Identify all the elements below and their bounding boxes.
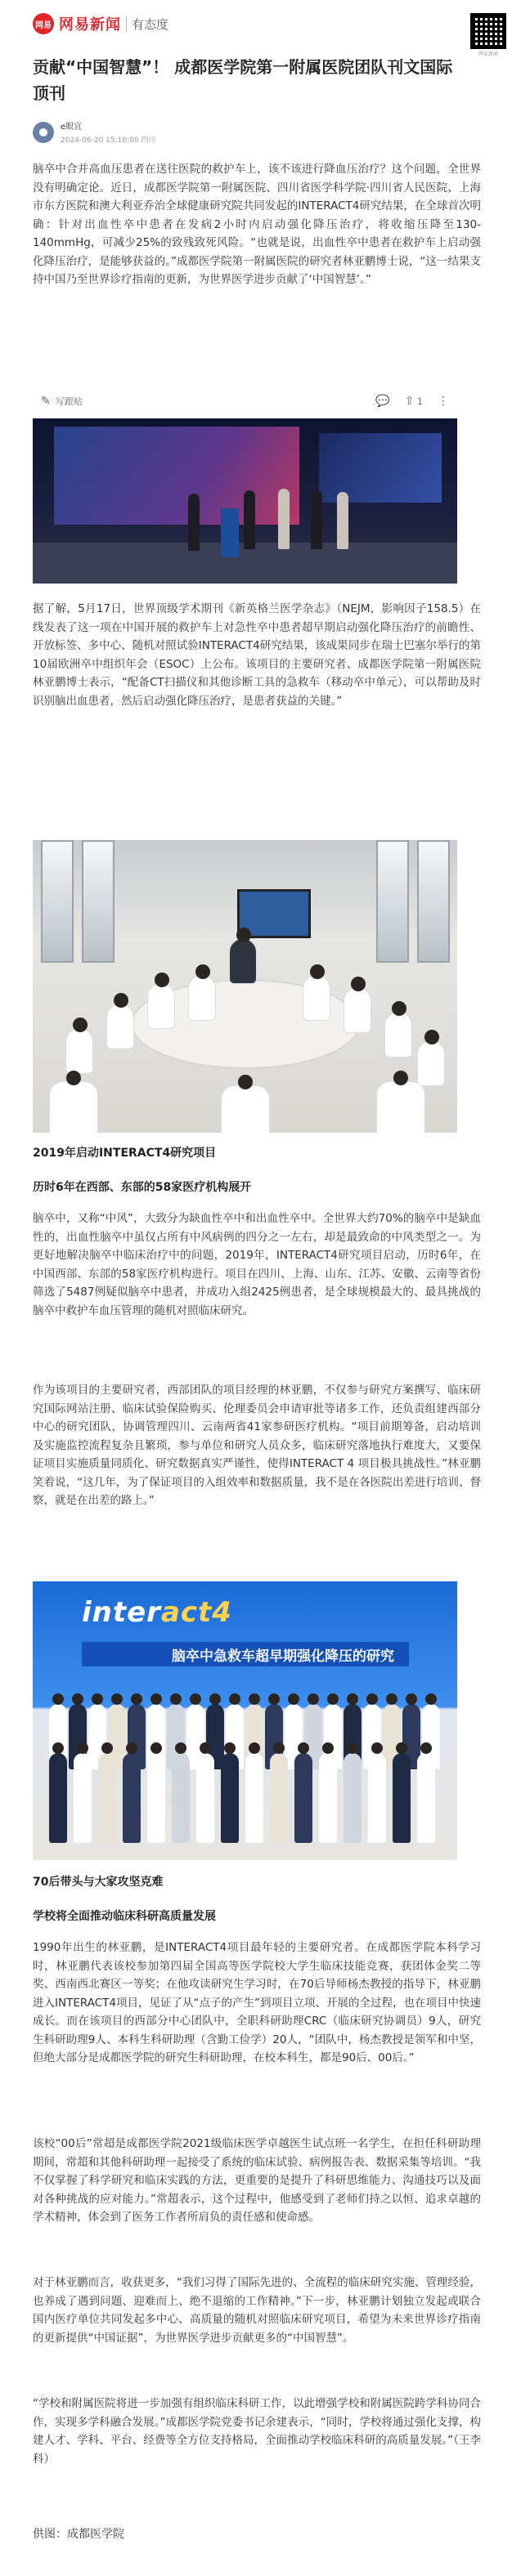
paragraph-background: 脑卒中，又称“中风”，大致分为缺血性卒中和出血性卒中。全世界大约70%的脑卒中是缺血性的，出血性脑卒中虽仅占所有中风病例的四分之一左右，却是最致命的中风类型之一。为更好地解决脑卒中临床治疗中的问题，2019年，INTERACT4研究项目启动，历时6年，在中国西部、东部的58家医疗机构进行。项目在四川、上海、山东、江苏、安徽、云南等省份筛选了5487例疑似脑卒中患者，并成功入组2425例患者，是全球规模最大的、最具挑战的脑卒中救护车血压管理的随机对照临床研究。 [33,1212,481,1317]
attendee-figure [344,987,371,1033]
attendee-figure [384,1012,412,1058]
section-heading-2: 历时6年在西部、东部的58家医疗机构展开 [33,1181,252,1194]
logo-suffix: act4 [160,1596,232,1629]
paragraph-intro: 脑卒中合并高血压患者在送往医院的救护车上，该不该进行降血压治疗？这个问题，全世界没有明确定论。近日，成都医学院第一附属医院、四川省医学科学院·四川省人民医院、上海市东方医院和澳大利亚乔治全球健康研究院共同发起的INTERACT4研究结果，在全球首次明确：针对出血性卒中患者在发病2小时内启动强化降压治疗，将收缩压降至130-140mmHg，可减少25%的致残致死风险。“也就是说，出血性卒中患者在救护车上启动强化降压治疗，是能够获益的。”成都医学院第一附属医院的研究者林亚鹏博士说，“这一结果支持中国乃至世界诊疗指南的更新，为世界医学进步贡献了‘中国智慧’。” [33,163,481,286]
podium [221,508,239,557]
group-member-figure [319,1753,337,1843]
group-member-figure [221,1753,239,1843]
share-count: 1 [417,396,423,407]
video-card[interactable] [33,384,457,584]
qr-code [470,13,506,57]
meeting-photo [33,840,457,1133]
attendee-figure [65,1028,93,1074]
stage-screen-image [319,433,442,503]
author-row [33,119,155,145]
article-title: 贡献“中国智慧”！ 成都医学院第一附属医院团队刊文国际顶刊 [33,57,453,103]
group-member-figure [270,1753,288,1843]
publish-time: 2024-06-20 15:10:00 四川 [61,136,156,145]
window [41,840,74,963]
author-name[interactable]: e眼宜 [61,123,83,132]
photo-credit: 供图：成都医学院 [33,2528,124,2541]
share-icon: ⇧ [404,394,415,408]
speaker-figure [337,492,348,549]
logo-prefix: inter [82,1596,161,1629]
presenter-figure [229,938,257,984]
attendee-figure [376,1081,425,1133]
speaker-figure [188,494,200,551]
qr-code-icon [470,13,506,49]
section-heading-4: 学校将全面推动临床科研高质量发展 [33,1910,216,1923]
group-member-figure [294,1753,312,1843]
group-member-figure [417,1753,435,1843]
window [82,840,115,963]
netease-logo-icon[interactable]: 网易 [33,13,54,34]
author-meta [61,119,155,145]
paragraph-publication: 据了解，5月17日，世界顶级学术期刊《新英格兰医学杂志》（NEJM，影响因子158.5）在线发表了这一项在中国开展的救护车上对急性卒中患者超早期启动强化降压治疗的前瞻性、开放标签、多中心、随机对照试验INTERACT4研究结果，该成果同步在瑞士巴塞尔举行的第10届欧洲卒中组织年会（ESOC）上公布。该项目的主要研究者、成都医学院第一附属医院林亚鹏博士表示，“配备CT扫描仪和其他诊断工具的急救车（移动卒中单元），可以帮助及时识别脑出血患者，然后启动强化降压治疗，是患者获益的关键。” [33,602,481,708]
attendee-figure [147,983,175,1029]
attendee-figure [417,1040,445,1086]
comment-entry[interactable] [41,395,83,408]
paragraph-lin-yapeng: 1990年出生的林亚鹏，是INTERACT4项目最年轻的主要研究者。在成都医学院本科学习时，林亚鹏代表该校参加第四届全国高等医学院校大学生临床技能竞赛，获团体金奖二等奖、西南西北赛区一等奖；在他攻读研究生学习时，在70后导师杨杰教授的指导下，林亚鹏进入INTERACT4项目，见证了从“点子的产生”到项目立项、开展的全过程，也在项目中快速成长。而在该项目的西部分中心团队中，全职科研助理CRC（临床研究协调员）9人，研究生科研助理9人、本科生科研助理（含勤工俭学）20人，“团队中，杨杰教授是领军和中坚，但绝大部分是成都医学院的研究生科研助理，在校本科生，都是90后、00后。” [33,1941,481,2064]
stage-screen-image [54,427,299,525]
window [417,840,450,963]
group-member-figure [49,1753,67,1843]
user-icon [39,128,47,136]
group-member-figure [172,1753,190,1843]
share-action[interactable] [405,395,423,408]
video-frame[interactable] [33,418,457,584]
paragraph-next-steps: 对于林亚鹏而言，收获更多，“我们习得了国际先进的、全流程的临床研究实施、管理经验，也养成了遇到问题、迎难而上、绝不退缩的工作精神。”下一步，林亚鹏计划独立发起或联合国内医疗单位共同发起多中心、高质量的随机对照临床研究项目，希望为未来世界诊疗指南的更新提供“中国证据”，为世界医学进步贡献更多的“中国智慧”。 [33,2276,481,2345]
attendee-figure [221,1085,270,1133]
comment-label: 写跟贴 [55,396,83,407]
group-member-figure [393,1753,411,1843]
group-member-figure [74,1753,92,1843]
group-member-figure [368,1753,386,1843]
section-heading-3: 70后带头与大家攻坚克难 [33,1876,164,1889]
paragraph-school: “学校和附属医院将进一步加强有组织临床科研工作，以此增强学校和附属医院跨学科协同合作，实现多学科融合发展。”成都医学院党委书记余建表示，“同时，学校将通过强化支撑，构建人才、学科、平台、经费等全方位支持格局，全面推动学校临床科研的高质量发展。”（王李科） [33,2397,481,2466]
group-member-figure [98,1753,116,1843]
group-member-figure [245,1753,263,1843]
interact4-logo [82,1596,232,1629]
avatar[interactable] [33,122,54,143]
paragraph-student: 该校“00后”常超是成都医学院2021级临床医学卓越医生试点班一名学生，在担任科研助理期间，常超和其他科研助理一起接受了系统的临床试验、病例报告表、数据采集等培训。“我不仅掌握了科学研究和临床实践的方法，更重要的是提升了科研思维能力、沟通技巧以及面对各种挑战的应对能力。”常超表示，这个过程中，他感受到了老师们持之以恒、追求卓越的学术精神，体会到了医务工作者所肩负的责任感和使命感。 [33,2137,481,2224]
paragraph-team: 作为该项目的主要研究者，西部团队的项目经理的林亚鹏，不仅参与研究方案撰写、临床研究国际网站注册、临床试验保险购买、伦理委员会申请审批等诸多工作，还负责组建西部分中心的研究团队，协调管理四川、云南两省41家参研医疗机构。“项目前期筹备，启动培训及实施监控流程复杂且繁琐，参与单位和研究人员众多，临床研究落地执行难度大，又要保证项目实施质量同质化、研究数据真实严谨性，使得INTERACT 4 项目极具挑战性。”林亚鹏笑着说，“这几年，为了保证项目的入组效率和数据质量，我不是在各医院出差进行培训、督察，就是在出差的路上。” [33,1384,481,1507]
group-member-figure [344,1753,362,1843]
group-member-figure [123,1753,141,1843]
brand-name[interactable]: 网易新闻 [59,16,121,34]
speaker-figure [311,490,322,549]
more-icon[interactable]: ⋮ [438,394,449,408]
group-member-figure [147,1753,165,1843]
qr-caption: 网易新闻 [478,51,498,57]
speaker-figure [278,489,290,549]
study-banner: 脑卒中急救车超早期强化降压的研究 [82,1642,409,1666]
section-heading-1: 2019年启动INTERACT4研究项目 [33,1147,217,1160]
pencil-icon: ✎ [41,394,51,408]
video-actions [375,395,449,408]
brand-slogan: 有态度 [126,16,168,33]
attendee-figure [49,1081,98,1133]
attendee-figure [188,975,216,1021]
group-photo [33,1581,457,1860]
speaker-figure [244,490,255,549]
group-member-figure [196,1753,214,1843]
video-toolbar [33,384,457,418]
attendee-figure [303,975,330,1021]
attendee-figure [106,1004,134,1049]
window [376,840,409,963]
site-header [33,13,168,34]
comment-icon[interactable]: 💬 [375,394,390,408]
